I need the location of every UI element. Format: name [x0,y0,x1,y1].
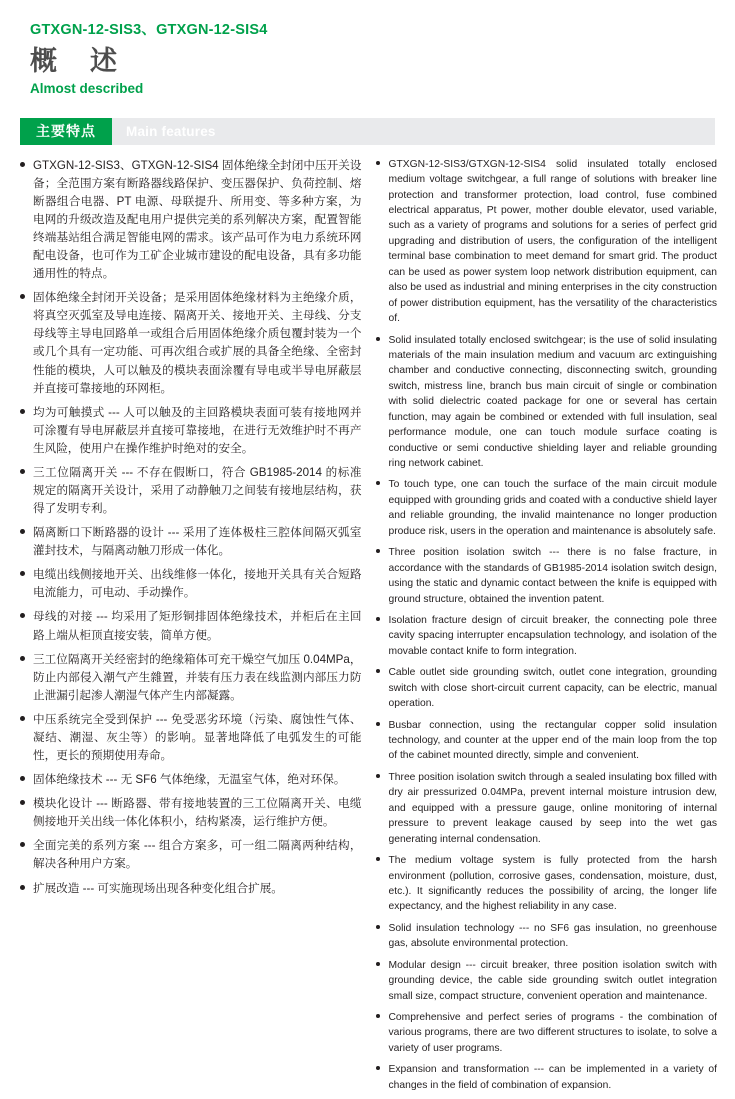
list-item: Three position isolation switch through a sealed insulating box filled with dry air pressurized 0.04MPa, prevent internal moisture intrusion dew, and equipped with a pressure gauge, online monitoring of internal pressure to prevent leakage caused by seep into the wet gas generating internal condensation. [376,770,718,847]
column-chinese [20,157,362,1099]
content-columns [0,157,735,1099]
list-item: 模块化设计 --- 断路器、带有接地装置的三工位隔离开关、电缆侧接地开关出线一体化体积小，结构紧凑，运行维护方便。 [20,795,362,831]
list-item: Cable outlet side grounding switch, outlet cone integration, grounding switch with close short-circuit current capacity, can be electric, manual operation. [376,665,718,711]
page-title-cn: 概 述 [30,46,120,76]
list-item: Solid insulation technology --- no SF6 gas insulation, no greenhouse gas, absolute environmental protection. [376,921,718,952]
feature-list-cn [20,157,362,898]
list-item: The medium voltage system is fully protected from the harsh environment (pollution, corrosive gases, condensation, moisture, dust, etc.). It significantly reduces the possibility of arcing, the longer life expectancy, and the highest reliability in any case. [376,853,718,915]
page-header [0,0,735,96]
list-item: Three position isolation switch --- there is no false fracture, in accordance with the standards of GB1985-2014 isolation switch design, using the static and dynamic contact between the knife is equipped with ground structure, obtained the invention patent. [376,545,718,607]
list-item: 母线的对接 --- 均采用了矩形铜排固体绝缘技术，并柜后在主回路上端从柜顶直接安装，简单方便。 [20,608,362,644]
list-item: Expansion and transformation --- can be implemented in a variety of changes in the field of combination of expansion. [376,1062,718,1093]
list-item: 扩展改造 --- 可实施现场出现各种变化组合扩展。 [20,880,362,898]
feature-list-en [376,157,718,1094]
page-title-en: Almost described [30,80,144,96]
section-header-bar [20,118,715,145]
list-item: Comprehensive and perfect series of programs - the combination of various programs, there are two different structures to isolate, to solve a variety of user programs. [376,1010,718,1056]
list-item: 固体绝缘技术 --- 无 SF6 气体绝缘，无温室气体，绝对环保。 [20,771,362,789]
list-item: Isolation fracture design of circuit breaker, the connecting pole three cavity spacing interrupter encapsulation technology, and isolation of the movable contact knife to form integration. [376,613,718,659]
list-item: Modular design --- circuit breaker, three position isolation switch with grounding device, the cable side grounding switch outlet integration small size, compact structure, convenient operation and maintenance. [376,958,718,1004]
section-label-cn: 主要特点 [20,118,112,145]
list-item: 三工位隔离开关经密封的绝缘箱体可充干燥空气加压 0.04MPa，防止内部侵入潮气产生雜置，并装有压力表在线监测内部压力防止泄漏引起渗人潮湿气体产生内部凝露。 [20,651,362,705]
list-item: 全面完美的系列方案 --- 组合方案多，可一组二隔离两种结构，解决各种用户方案。 [20,837,362,873]
list-item: Busbar connection, using the rectangular copper solid insulation technology, and counter at the upper end of the main loop from the top of the cabinet mounted directly, simple and convenient. [376,718,718,764]
section-label-en: Main features [126,123,216,139]
list-item: 隔离断口下断路器的设计 --- 采用了连体极柱三腔体间隔灭弧室灌封技术，与隔离动触刀形成一体化。 [20,524,362,560]
list-item: 固体绝缘全封闭开关设备；是采用固体绝缘材料为主绝缘介质，将真空灭弧室及导电连接、隔离开关、接地开关、主母线、分支母线等主导电回路单一或组合后用固体绝缘介质包覆封装为一个或几个具有一定功能、可再次组合或扩展的具备全绝缘、全密封性能的模块，人可以触及的模块表面涂覆有导电或半导电屏蔽层并直接可靠接地的环网柜。 [20,289,362,397]
list-item: GTXGN-12-SIS3、GTXGN-12-SIS4 固体绝缘全封闭中压开关设备；全范围方案有断路器线路保护、变压器保护、负荷控制、熔断器组合电器、PT 电源、母联提升、所用变、等多种方案，为电网的升级改造及配电用户提供完美的系列解决方案，配置智能终端基站组合满足智能电网的需求。该产品可作为电力系统环网配电设备，也可作为工矿企业城市建设的配电设备，具有多功能通用性的特点。 [20,157,362,284]
list-item: 三工位隔离开关 --- 不存在假断口，符合 GB1985-2014 的标准规定的隔离开关设计，采用了动静触刀之间装有接地层结构，获得了发明专利。 [20,464,362,518]
list-item: Solid insulated totally enclosed switchgear; is the use of solid insulating materials of the main insulation medium and vacuum arc extinguishing chamber and conductive connecting, disconnecting switch, grounding switch, mistress line, branch bus main circuit of single or combination with solid dielectric coated package for one or several has certain function, may again be combined or extended with full insulation, seal performance module, one can touch module surface coating is conductive or semi conductive shielding layer and reliable grounding ring network cabinet. [376,333,718,472]
list-item: 中压系统完全受到保护 --- 免受恶劣环境（污染、腐蚀性气体、凝结、潮湿、灰尘等）的影响。显著地降低了电弧发生的可能性，更长的预期使用寿命。 [20,711,362,765]
list-item: 均为可触摸式 --- 人可以触及的主回路模块表面可装有接地网并可涂覆有导电屏蔽层并直接可靠接地，在进行无效维护时不再产生风险，使用户在操作维护时绝对的安全。 [20,404,362,458]
product-model-line: GTXGN-12-SIS3、GTXGN-12-SIS4 [30,22,268,38]
list-item: To touch type, one can touch the surface of the main circuit module equipped with grounding grids and coated with a conductive shield layer and reliable grounding, the invalid maintenance no longer production produce risk, users in the operation and maintenance is absolutely safe. [376,477,718,539]
list-item: GTXGN-12-SIS3/GTXGN-12-SIS4 solid insulated totally enclosed medium voltage switchgear, a full range of solutions with breaker line protection and transformer protection, load control, fuse combined electrical apparatus, Pt power, mother double elevator, used variable, such as a variety of programs and solutions for a series of perfect grid upgrading and distribution of users, the configuration of the intelligent terminal base combination to meet demand for smart grid. The product can be used as power system loop network distribution equipment, can also be used as industrial and mining enterprises in the city construction of power distribution equipment, has the versatility of the characteristics of. [376,157,718,327]
list-item: 电缆出线侧接地开关、出线维修一体化，接地开关具有关合短路电流能力，可电动、手动操作。 [20,566,362,602]
column-english [376,157,718,1099]
